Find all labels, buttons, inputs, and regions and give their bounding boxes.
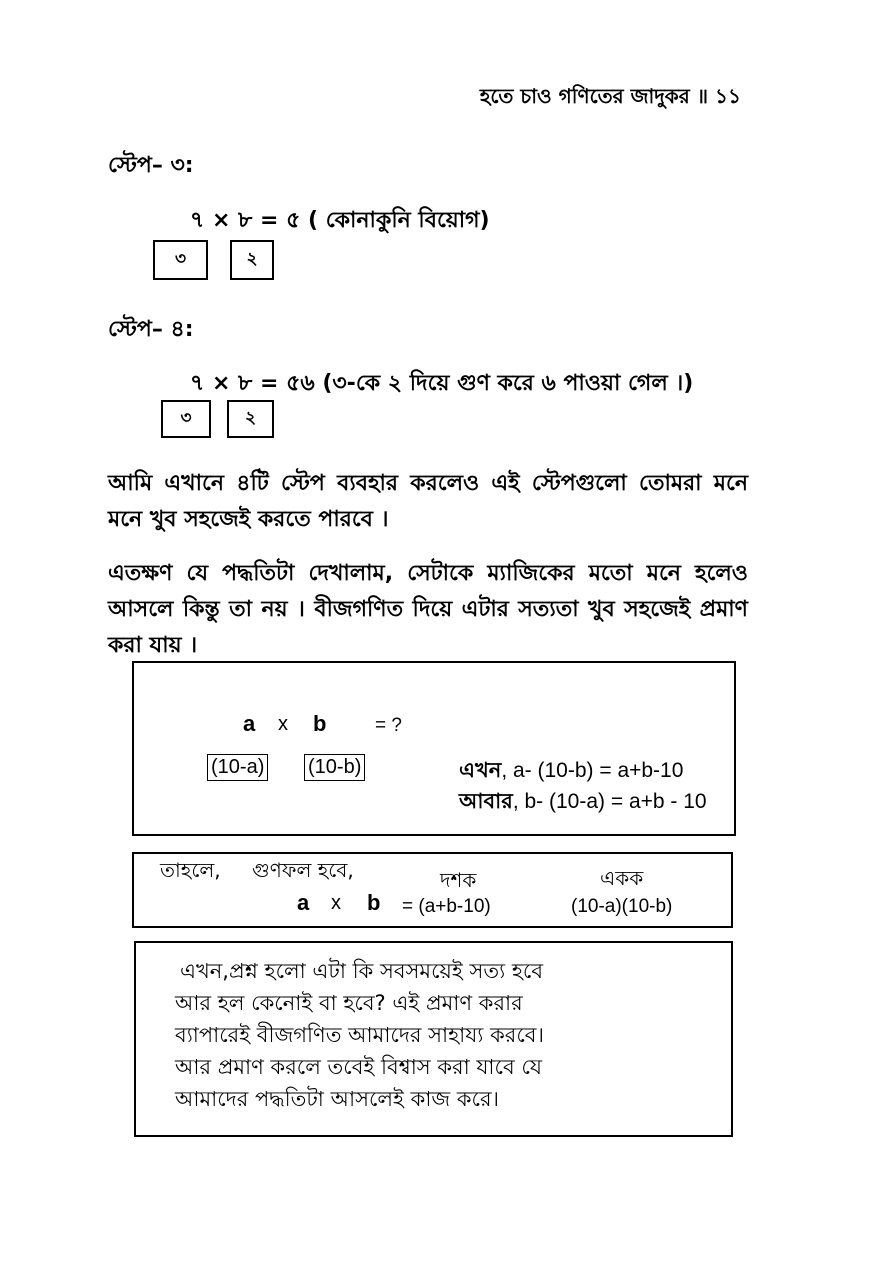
again-expression: , b- (10-a) = a+b - 10	[512, 790, 707, 813]
box-ten-minus-b: (10-b)	[304, 754, 365, 781]
question-line-1: এখন,প্রশ্ন হলো এটা কি সবসময়েই সত্য হবে	[180, 959, 544, 983]
var-a: a	[243, 711, 256, 736]
step-4-box-right: ২	[227, 400, 274, 438]
algebra-box-2	[132, 852, 733, 928]
question-box	[134, 941, 733, 1137]
question-line-3: ব্যাপারেই বীজগণিত আমাদের সাহায্য করবে।	[175, 1023, 544, 1047]
then-label: তাহলে,	[160, 858, 221, 882]
times-sign: x	[278, 713, 288, 735]
step-4-box-left: ৩	[161, 400, 211, 438]
now-expression: , a- (10-b) = a+b-10	[501, 759, 684, 782]
question-line-4: আর প্রমাণ করলে তবেই বিশ্বাস করা যাবে যে	[175, 1055, 542, 1079]
paragraph-steps-note: আমি এখানে ৪টি স্টেপ ব্যবহার করলেও এই স্টেপগুলো তোমরা মনে মনে খুব সহজেই করতে পারবে ।	[108, 471, 748, 532]
algebra-box-1	[132, 661, 736, 836]
step-4-equation: ৭ × ৮ = ৫৬ (৩-কে ২ দিয়ে গুণ করে ৬ পাওয়া গেল ।)	[190, 371, 694, 396]
box-ten-minus-a: (10-a)	[207, 754, 268, 781]
product-label: গুণফল হবে,	[252, 858, 354, 882]
step-3-box-left: ৩	[153, 240, 208, 280]
equals-question: = ?	[375, 715, 402, 736]
tens-label: দশক	[440, 868, 477, 892]
step-3-equation: ৭ × ৮ = ৫ ( কোনাকুনি বিয়োগ)	[190, 208, 490, 233]
times-sign-2: x	[331, 892, 341, 914]
var-b: b	[313, 711, 327, 736]
var-b-2: b	[367, 890, 381, 915]
question-line-5: আমাদের পদ্ধতিটা আসলেই কাজ করে।	[175, 1087, 500, 1111]
step-3-label: স্টেপ– ৩:	[108, 153, 194, 178]
tens-expression: = (a+b-10)	[402, 896, 491, 917]
again-line	[459, 785, 707, 820]
ones-label: একক	[600, 866, 644, 890]
now-line	[459, 754, 683, 789]
again-word: আবার	[459, 789, 513, 813]
paragraph-algebra-proof: এতক্ষণ যে পদ্ধতিটা দেখালাম, সেটাকে ম্যাজিকের মতো মনে হলেও আসলে কিন্তু তা নয় । বীজগণিত দিয়ে এটার সত্যতা খুব সহজেই প্রমাণ করা যায় ।	[108, 561, 748, 658]
var-a-2: a	[297, 890, 310, 915]
step-3-box-right: ২	[230, 240, 274, 280]
question-line-2: আর হল কেনোই বা হবে? এই প্রমাণ করার	[175, 991, 523, 1015]
now-word: এখন	[459, 758, 502, 782]
page-header: হতে চাও গণিতের জাদুকর ॥ ১১	[479, 84, 741, 108]
step-4-label: স্টেপ– ৪:	[108, 317, 194, 342]
ones-expression: (10-a)(10-b)	[571, 896, 673, 917]
